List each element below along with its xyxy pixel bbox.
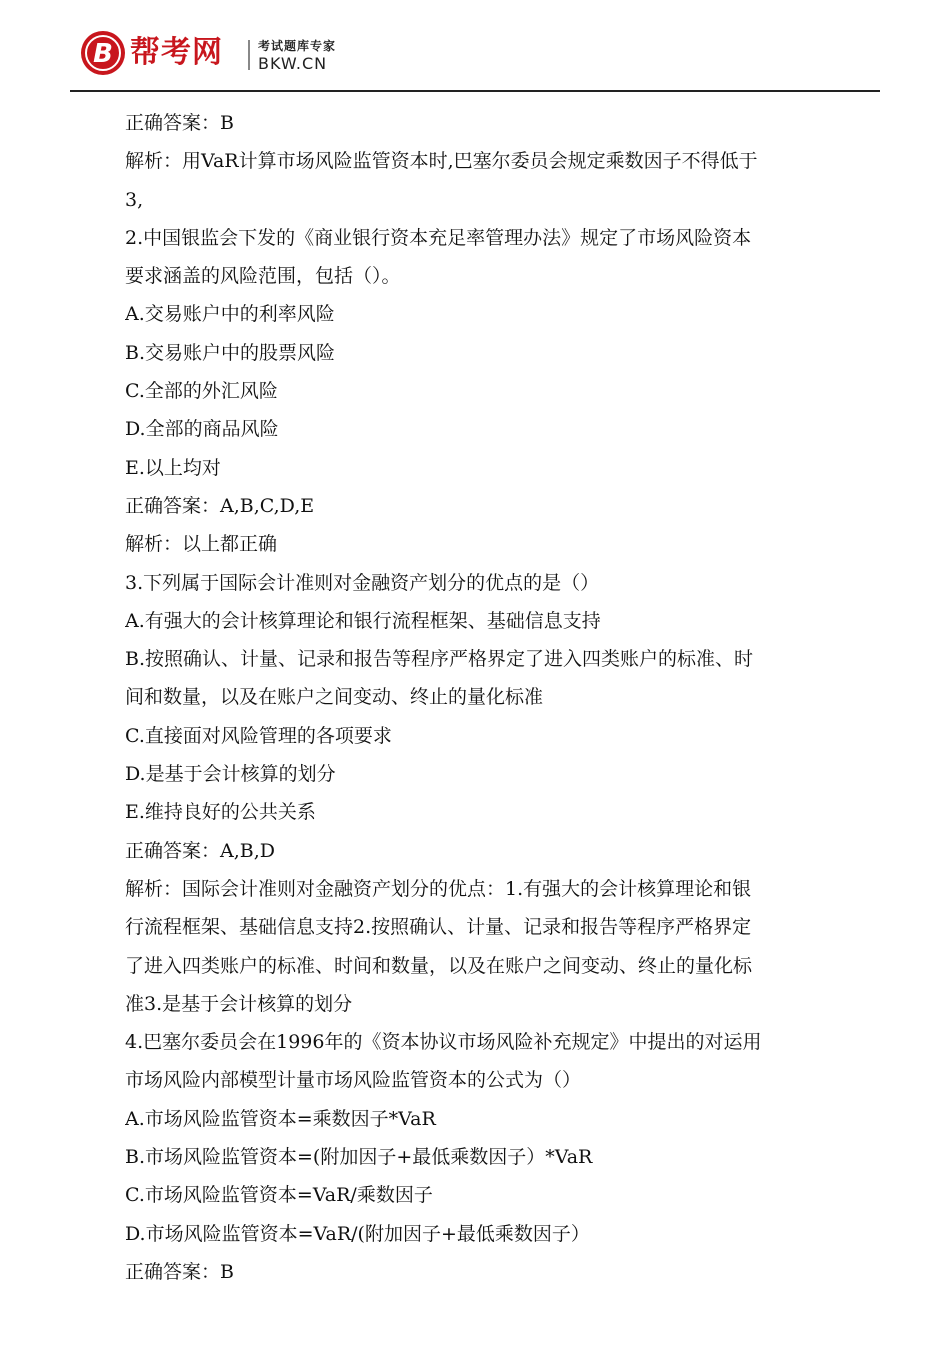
document-body [125,104,865,1291]
header-divider [70,90,880,92]
brand-name: 帮考网 [130,35,223,70]
text-line: C.全部的外汇风险 [125,380,278,403]
page-header [0,0,950,92]
text-line: E.以上均对 [125,456,221,479]
text-line: 3.下列属于国际会计准则对金融资产划分的优点的是（） [125,571,600,594]
brand-domain: BKW.CN [258,54,328,73]
text-line: 2.中国银监会下发的《商业银行资本充足率管理办法》规定了市场风险资本 [125,226,752,249]
text-line: 了进入四类账户的标准、时间和数量，以及在账户之间变动、终止的量化标 [125,954,753,977]
text-line: 间和数量，以及在账户之间变动、终止的量化标准 [125,686,544,709]
logo-divider [248,40,250,70]
text-line: 正确答案：A,B,C,D,E [125,494,315,517]
text-line: 解析：国际会计准则对金融资产划分的优点：1.有强大的会计核算理论和银 [125,877,752,900]
text-line: A.交易账户中的利率风险 [125,303,335,326]
text-line: B.按照确认、计量、记录和报告等程序严格界定了进入四类账户的标准、时 [125,648,754,671]
text-line: 解析：用VaR计算市场风险监管资本时,巴塞尔委员会规定乘数因子不得低于 [125,150,758,173]
text-line: B.交易账户中的股票风险 [125,341,336,364]
text-line: C.直接面对风险管理的各项要求 [125,724,392,747]
text-line: B.市场风险监管资本=(附加因子+最低乘数因子）*VaR [125,1146,593,1169]
text-line: 准3.是基于会计核算的划分 [125,992,353,1015]
text-line: D.全部的商品风险 [125,418,279,441]
text-line: C.市场风险监管资本=VaR/乘数因子 [125,1184,433,1207]
text-line: 行流程框架、基础信息支持2.按照确认、计量、记录和报告等程序严格界定 [125,916,752,939]
text-line: 正确答案：A,B,D [125,839,275,862]
text-line: D.是基于会计核算的划分 [125,763,336,786]
text-line: A.有强大的会计核算理论和银行流程框架、基础信息支持 [125,609,601,632]
text-line: 要求涵盖的风险范围，包括（）。 [125,265,401,288]
text-line: E.维持良好的公共关系 [125,801,316,824]
logo-b-icon [80,30,126,76]
text-line: 正确答案：B [125,112,234,134]
text-line: D.市场风险监管资本=VaR/(附加因子+最低乘数因子） [125,1222,590,1245]
brand-tagline: 考试题库专家 [258,39,337,53]
text-line: 正确答案：B [125,1260,234,1283]
text-line: 3, [125,188,144,211]
logo-letter: B [93,39,113,69]
text-line: A.市场风险监管资本=乘数因子*VaR [125,1107,436,1130]
text-line: 解析：以上都正确 [125,533,278,556]
text-line: 4.巴塞尔委员会在1996年的《资本协议市场风险补充规定》中提出的对运用 [125,1031,762,1054]
text-line: 市场风险内部模型计量市场风险监管资本的公式为（） [125,1069,582,1092]
